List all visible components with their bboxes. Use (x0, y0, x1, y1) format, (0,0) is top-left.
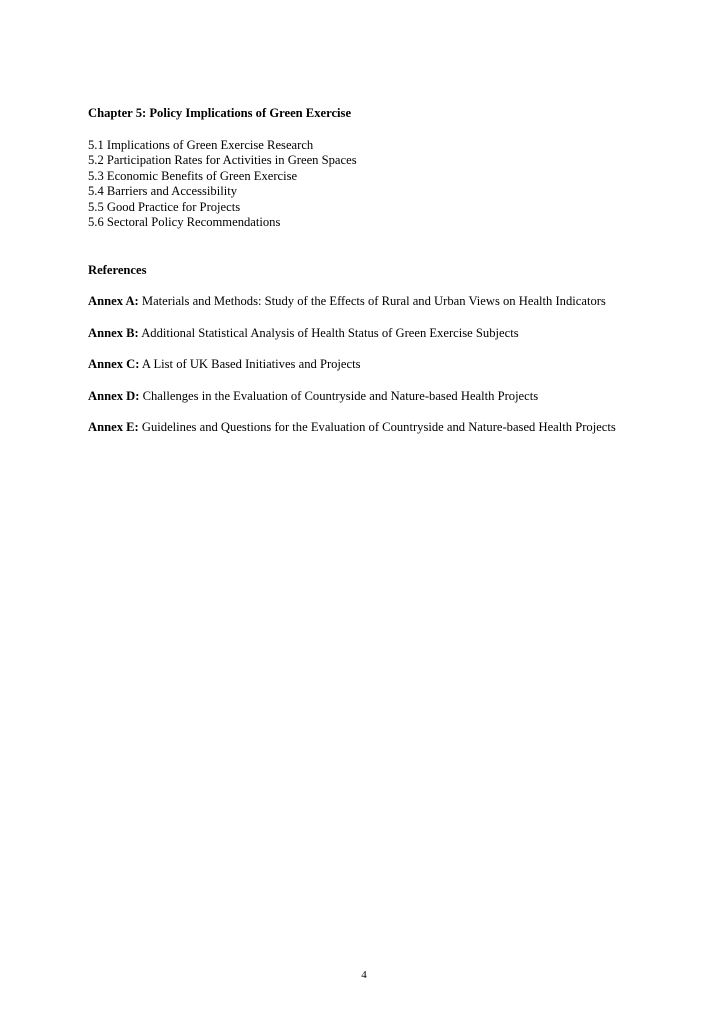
section-item: 5.1 Implications of Green Exercise Research (88, 137, 314, 152)
annex-label: Annex C: (88, 357, 140, 371)
annex-title: Challenges in the Evaluation of Countryside and Nature-based Health Projects (142, 388, 539, 403)
section-item: 5.2 Participation Rates for Activities in Green Spaces (88, 153, 357, 167)
section-item: 5.3 Economic Benefits of Green Exercise (88, 168, 298, 183)
contents-body (88, 106, 628, 452)
annex-label: Annex E: (88, 420, 139, 434)
section-item: 5.6 Sectoral Policy Recommendations (88, 215, 281, 229)
annex-e-entry (88, 420, 628, 436)
annex-c-entry (88, 357, 628, 373)
section-item: 5.4 Barriers and Accessibility (88, 184, 237, 198)
section-list (88, 138, 628, 231)
annex-d-entry (88, 389, 628, 405)
section-item: 5.5 Good Practice for Projects (88, 199, 241, 214)
annex-label: Annex A: (88, 294, 139, 308)
chapter-heading: Chapter 5: Policy Implications of Green Exercise (88, 106, 352, 120)
page-number: 4 (361, 969, 367, 981)
annex-title: Guidelines and Questions for the Evaluation of Countryside and Nature-based Health Projects (141, 420, 616, 434)
annex-b-entry (88, 326, 628, 342)
annex-title: Additional Statistical Analysis of Health Status of Green Exercise Subjects (141, 325, 519, 340)
references-heading: References (88, 262, 147, 277)
annex-label: Annex D: (88, 388, 140, 403)
annex-label: Annex B: (88, 325, 139, 340)
annex-title: Materials and Methods: Study of the Effects of Rural and Urban Views on Health Indicators (141, 294, 606, 308)
annex-title: A List of UK Based Initiatives and Projects (141, 357, 361, 371)
annex-a-entry (88, 294, 628, 310)
